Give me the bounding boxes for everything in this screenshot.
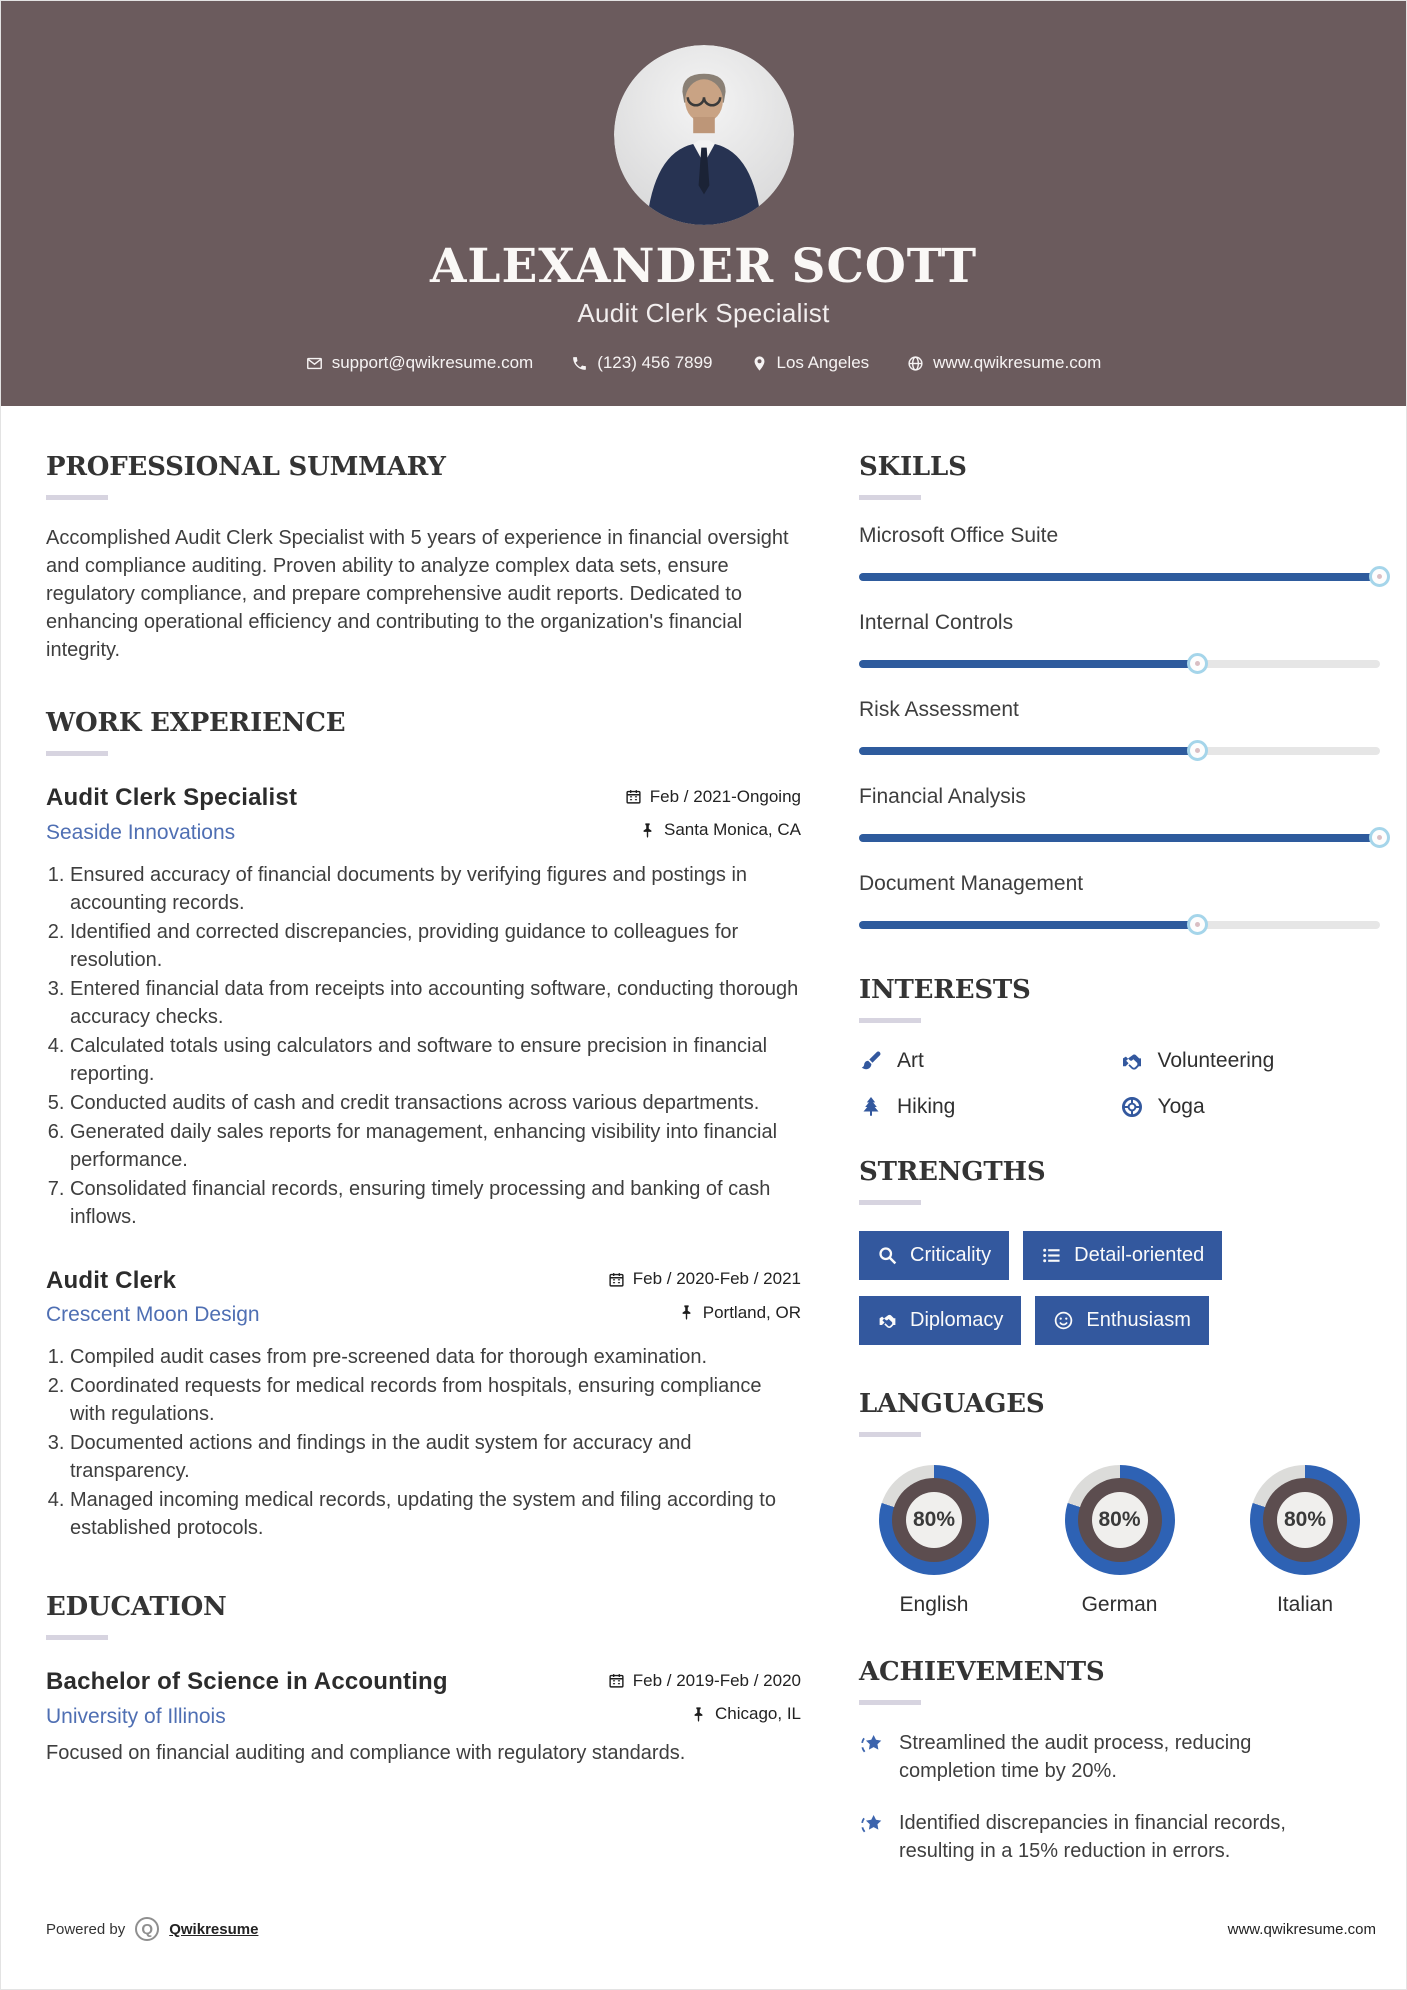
person-title: Audit Clerk Specialist	[577, 298, 830, 328]
job-bullet: 3. Documented actions and findings in the audit system for accuracy and transparency.	[70, 1429, 801, 1485]
languages-row	[859, 1465, 1380, 1617]
section-strengths	[859, 1157, 1380, 1361]
skill-slider[interactable]	[859, 827, 1380, 848]
interests-grid	[859, 1049, 1380, 1119]
donut-percent-label: 80%	[1277, 1492, 1333, 1548]
skill-label: Microsoft Office Suite	[859, 524, 1059, 547]
interest-label: Hiking	[897, 1095, 956, 1118]
skill-item	[859, 872, 1380, 935]
achievement-text: Identified discrepancies in financial records, resulting in a 15% reduction in errors.	[899, 1812, 1286, 1862]
left-column	[46, 452, 801, 1865]
section-rule	[859, 1700, 921, 1705]
section-rule	[859, 495, 921, 500]
content-columns	[1, 406, 1406, 1865]
skill-label: Internal Controls	[859, 611, 1014, 634]
education-description: Focused on financial auditing and compliance with regulatory standards.	[46, 1741, 686, 1764]
slider-fill	[859, 660, 1198, 668]
skill-label: Risk Assessment	[859, 698, 1019, 721]
language-donut-chart	[1065, 1465, 1175, 1575]
jobs	[46, 784, 801, 1542]
section-interests	[859, 975, 1380, 1119]
language-name: Italian	[1276, 1593, 1334, 1616]
interest-label: Art	[897, 1049, 924, 1072]
qwikresume-logo: Q	[135, 1917, 159, 1941]
language-name: German	[1081, 1593, 1158, 1616]
achievement-item	[859, 1809, 1380, 1865]
skill-item	[859, 698, 1380, 761]
list-icon	[1041, 1245, 1062, 1266]
interest-item	[859, 1095, 1120, 1119]
slider-knob[interactable]	[1369, 566, 1390, 587]
phone-icon	[571, 355, 588, 372]
skill-slider[interactable]	[859, 740, 1380, 761]
job-dates	[625, 787, 801, 807]
degree-title: Bachelor of Science in Accounting	[46, 1668, 448, 1695]
strength-label: Detail-oriented	[1074, 1244, 1205, 1266]
job-company: Seaside Innovations	[46, 820, 236, 844]
footer-site-link[interactable]: www.qwikresume.com	[1227, 1920, 1376, 1938]
summary-heading: PROFESSIONAL SUMMARY	[46, 452, 446, 482]
job-bullet: 1. Compiled audit cases from pre-screened data for thorough examination.	[70, 1343, 801, 1371]
section-rule	[859, 1200, 921, 1205]
language-item	[1045, 1465, 1195, 1617]
strength-badge	[1023, 1231, 1222, 1280]
right-column	[859, 452, 1380, 1865]
calendar-icon	[608, 1271, 625, 1288]
strength-badge	[859, 1296, 1021, 1345]
calendar-icon	[608, 1672, 625, 1689]
section-rule	[46, 751, 108, 756]
skill-item	[859, 611, 1380, 674]
strength-label: Enthusiasm	[1086, 1309, 1191, 1331]
job-title: Audit Clerk Specialist	[46, 784, 298, 811]
tree-icon	[859, 1095, 883, 1119]
contact-row	[1, 353, 1406, 373]
skills-heading: SKILLS	[859, 452, 967, 482]
slider-knob[interactable]	[1187, 653, 1208, 674]
section-rule	[859, 1018, 921, 1023]
contact-item[interactable]	[306, 353, 534, 373]
language-name: English	[899, 1593, 969, 1616]
job-location-text: Santa Monica, CA	[663, 820, 801, 839]
slider-fill	[859, 747, 1198, 755]
section-rule	[46, 495, 108, 500]
achievements-list	[859, 1729, 1380, 1865]
school-name: University of Illinois	[46, 1704, 226, 1728]
interests-heading: INTERESTS	[859, 975, 1031, 1005]
strength-label: Diplomacy	[910, 1309, 1004, 1331]
slider-knob[interactable]	[1187, 740, 1208, 761]
section-languages	[859, 1389, 1380, 1617]
education-location: Chicago, IL	[690, 1704, 801, 1724]
job-entry	[46, 784, 801, 1231]
section-rule	[46, 1635, 108, 1640]
lifebuoy-icon	[1120, 1095, 1144, 1119]
job-dates-text: Feb / 2021-Ongoing	[649, 786, 801, 806]
interest-item	[1120, 1049, 1381, 1073]
interest-item	[859, 1049, 1120, 1073]
contact-item[interactable]	[907, 353, 1101, 373]
section-skills	[859, 452, 1380, 935]
achievement-item	[859, 1729, 1380, 1785]
donut-percent-label: 80%	[906, 1492, 962, 1548]
job-entry	[46, 1267, 801, 1543]
qwikresume-link[interactable]: Qwikresume	[169, 1920, 259, 1938]
handshake-icon	[877, 1310, 898, 1331]
skill-slider[interactable]	[859, 653, 1380, 674]
job-bullet: 4. Managed incoming medical records, updating the system and filing according to established protocols.	[70, 1486, 801, 1542]
job-bullet: 2. Identified and corrected discrepancies, providing guidance to colleagues for resolution.	[70, 918, 801, 974]
strengths-heading: STRENGTHS	[859, 1157, 1046, 1187]
contact-text: support@qwikresume.com	[331, 353, 534, 372]
job-location-text: Portland, OR	[702, 1302, 801, 1322]
language-item	[859, 1465, 1009, 1617]
achievements-heading: ACHIEVEMENTS	[859, 1657, 1105, 1687]
pushpin-icon	[678, 1304, 695, 1321]
language-item	[1230, 1465, 1380, 1617]
smiley-icon	[1053, 1310, 1074, 1331]
interest-label: Yoga	[1157, 1095, 1205, 1118]
job-bullet: 2. Coordinated requests for medical records from hospitals, ensuring compliance with regulations.	[70, 1372, 801, 1428]
pushpin-icon	[690, 1706, 707, 1723]
paintbrush-icon	[859, 1049, 883, 1073]
strength-badge	[859, 1231, 1009, 1280]
skill-label: Document Management	[859, 872, 1084, 895]
contact-item	[571, 353, 712, 373]
skill-slider[interactable]	[859, 566, 1380, 587]
interest-label: Volunteering	[1157, 1049, 1275, 1072]
skill-slider[interactable]	[859, 914, 1380, 935]
job-location	[639, 820, 801, 840]
job-dates	[608, 1269, 801, 1289]
powered-by-label: Powered by	[46, 1920, 126, 1938]
strengths-list	[859, 1231, 1380, 1361]
handshake-icon	[1120, 1049, 1144, 1073]
achievement-text: Streamlined the audit process, reducing completion time by 20%.	[899, 1732, 1252, 1782]
medal-star-icon	[859, 1811, 886, 1838]
contact-text: www.qwikresume.com	[933, 353, 1102, 372]
skill-item	[859, 524, 1380, 587]
medal-star-icon	[859, 1731, 886, 1758]
job-bullet: 7. Consolidated financial records, ensuring timely processing and banking of cash inflows.	[70, 1175, 801, 1231]
job-title: Audit Clerk	[46, 1266, 177, 1294]
job-location	[678, 1303, 801, 1323]
skill-label: Financial Analysis	[859, 785, 1026, 808]
pushpin-icon	[639, 822, 656, 839]
job-bullet: 6. Generated daily sales reports for management, enhancing visibility into financial performance.	[70, 1118, 801, 1174]
languages-heading: LANGUAGES	[859, 1389, 1045, 1419]
job-company: Crescent Moon Design	[46, 1303, 260, 1326]
contact-item	[751, 353, 870, 373]
slider-knob[interactable]	[1369, 827, 1390, 848]
job-bullets	[46, 861, 801, 1231]
education-dates: Feb / 2019-Feb / 2020	[608, 1671, 801, 1691]
section-rule	[859, 1432, 921, 1437]
globe-icon	[907, 355, 924, 372]
section-achievements	[859, 1657, 1380, 1865]
section-education	[46, 1592, 801, 1767]
slider-fill	[859, 921, 1198, 929]
job-bullet: 4. Calculated totals using calculators and software to ensure precision in financial reporting.	[70, 1032, 801, 1088]
skills-list	[859, 524, 1380, 935]
language-donut-chart	[1250, 1465, 1360, 1575]
job-bullet: 5. Conducted audits of cash and credit transactions across various departments.	[70, 1089, 801, 1117]
mail-icon	[306, 355, 323, 372]
job-dates-text: Feb / 2020-Feb / 2021	[632, 1269, 801, 1288]
work-heading: WORK EXPERIENCE	[46, 708, 346, 738]
profile-photo	[614, 45, 794, 225]
location-icon	[751, 355, 768, 372]
donut-percent-label: 80%	[1092, 1492, 1148, 1548]
contact-text: (123) 456 7899	[597, 353, 713, 372]
job-bullet: 1. Ensured accuracy of financial documents by verifying figures and postings in accounting records.	[70, 861, 801, 917]
summary-text: Accomplished Audit Clerk Specialist with 5 years of experience in financial oversight and compliance auditing. Proven ability to analyze complex data sets, ensure regulatory compliance, and prepare comprehensive audit reports. Dedicated to enhancing operational efficiency and contributing to the organization's financial integrity.	[46, 527, 789, 661]
slider-fill	[859, 834, 1380, 842]
language-donut-chart	[879, 1465, 989, 1575]
footer	[46, 1917, 1376, 1941]
slider-knob[interactable]	[1187, 914, 1208, 935]
magnifier-icon	[877, 1245, 898, 1266]
strength-badge	[1035, 1296, 1209, 1345]
slider-fill	[859, 573, 1380, 581]
section-professional-summary	[46, 452, 801, 664]
person-name: ALEXANDER SCOTT	[429, 239, 978, 294]
interest-item	[1120, 1095, 1381, 1119]
header	[1, 1, 1406, 406]
job-bullets	[46, 1343, 801, 1542]
calendar-icon	[625, 788, 642, 805]
strength-label: Criticality	[910, 1244, 992, 1266]
contact-text: Los Angeles	[776, 353, 870, 372]
job-bullet: 3. Entered financial data from receipts into accounting software, conducting thorough accuracy checks.	[70, 975, 801, 1031]
section-work-experience	[46, 708, 801, 1542]
education-entry	[46, 1668, 801, 1767]
education-heading: EDUCATION	[46, 1592, 227, 1622]
skill-item	[859, 785, 1380, 848]
